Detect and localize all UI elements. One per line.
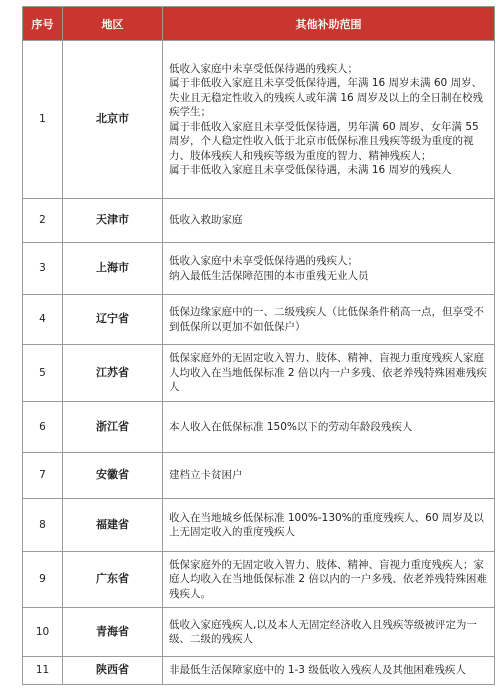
table-row	[23, 41, 495, 199]
table-row	[23, 657, 495, 685]
row-region: 陕西省	[63, 657, 163, 685]
row-region: 江苏省	[63, 345, 163, 402]
scope-line: 低保边缘家庭中的一、二级残疾人（比低保条件稍高一点，但享受不到低保所以更加不如低保户）	[169, 306, 484, 333]
row-region: 安徽省	[63, 453, 163, 499]
header-row	[23, 7, 495, 41]
row-region: 北京市	[63, 41, 163, 199]
subsidy-table	[22, 6, 495, 685]
row-subsidy-scope	[163, 345, 495, 402]
row-subsidy-scope	[163, 199, 495, 243]
scope-line: 低收入家庭中未享受低保待遇的残疾人；	[169, 255, 358, 267]
table-row	[23, 402, 495, 453]
row-region: 青海省	[63, 608, 163, 657]
row-number: 5	[23, 345, 63, 402]
scope-line: 本人收入在低保标准 150%以下的劳动年龄段残疾人	[169, 420, 413, 433]
scope-line: 低收入家庭残疾人,以及本人无固定经济收入且残疾等级被评定为一级、二级的残疾人	[169, 618, 477, 645]
scope-line: 低保家庭外的无固定收入智力、肢体、精神、盲视力重度残疾人家庭人均收入在当地低保标准 2 倍以内一户多残、依老养残特殊困难残疾人	[169, 352, 487, 394]
table-row	[23, 243, 495, 295]
header-region: 地区	[63, 7, 163, 41]
table-row	[23, 345, 495, 402]
row-number: 6	[23, 402, 63, 453]
scope-line: 属于非低收入家庭且未享受低保待遇，男年满 60 周岁、女年满 55 周岁，个人稳定性收入低于北京市低保标准且残疾等级为重度的视力、肢体残疾人和残疾等级为重度的智力、精神残疾人；	[169, 120, 479, 162]
row-subsidy-scope	[163, 453, 495, 499]
row-subsidy-scope	[163, 295, 495, 345]
scope-line: 建档立卡贫困户	[169, 469, 243, 482]
scope-line: 低保家庭外的无固定收入智力、肢体、精神、盲视力重度残疾人；家庭人均收入在当地低保标准 2 倍以内的一户多残、依老养残特殊困难残疾人。	[169, 558, 487, 600]
row-subsidy-scope	[163, 657, 495, 685]
table-row	[23, 199, 495, 243]
row-subsidy-scope	[163, 243, 495, 295]
row-number: 11	[23, 657, 63, 685]
scope-line: 纳入最低生活保障范围的本市重残无业人员	[169, 269, 369, 282]
row-number: 8	[23, 499, 63, 552]
row-subsidy-scope	[163, 402, 495, 453]
row-number: 1	[23, 41, 63, 199]
scope-line: 收入在当地城乡低保标准 100%-130%的重度残疾人、60 周岁及以上无固定收入的重度残疾人	[169, 511, 484, 538]
row-number: 9	[23, 552, 63, 608]
row-region: 福建省	[63, 499, 163, 552]
scope-line: 属于非低收入家庭且未享受低保待遇，年满 16 周岁未满 60 周岁、失业且无稳定性收入的残疾人或年满 16 周岁及以上的全日制在校残疾学生；	[169, 77, 484, 118]
row-region: 辽宁省	[63, 295, 163, 345]
row-number: 10	[23, 608, 63, 657]
row-region: 广东省	[63, 552, 163, 608]
row-region: 浙江省	[63, 402, 163, 453]
table-body	[23, 41, 495, 685]
table-row	[23, 453, 495, 499]
row-number: 4	[23, 295, 63, 345]
table-row	[23, 608, 495, 657]
row-subsidy-scope	[163, 608, 495, 657]
row-number: 3	[23, 243, 63, 295]
row-subsidy-scope	[163, 499, 495, 552]
row-region: 天津市	[63, 199, 163, 243]
scope-line: 低收入救助家庭	[169, 214, 243, 227]
row-subsidy-scope	[163, 552, 495, 608]
row-subsidy-scope	[163, 41, 495, 199]
scope-line: 非最低生活保障家庭中的 1-3 级低收入残疾人及其他困难残疾人	[169, 664, 466, 677]
header-subsidy-scope: 其他补助范围	[163, 7, 495, 41]
table-row	[23, 552, 495, 608]
row-region: 上海市	[63, 243, 163, 295]
table-row	[23, 295, 495, 345]
row-number: 7	[23, 453, 63, 499]
scope-line: 低收入家庭中未享受低保待遇的残疾人；	[169, 62, 358, 75]
table-row	[23, 499, 495, 552]
scope-line: 属于非低收入家庭且未享受低保待遇，未满 16 周岁的残疾人	[169, 164, 452, 176]
row-number: 2	[23, 199, 63, 243]
header-number: 序号	[23, 7, 63, 41]
